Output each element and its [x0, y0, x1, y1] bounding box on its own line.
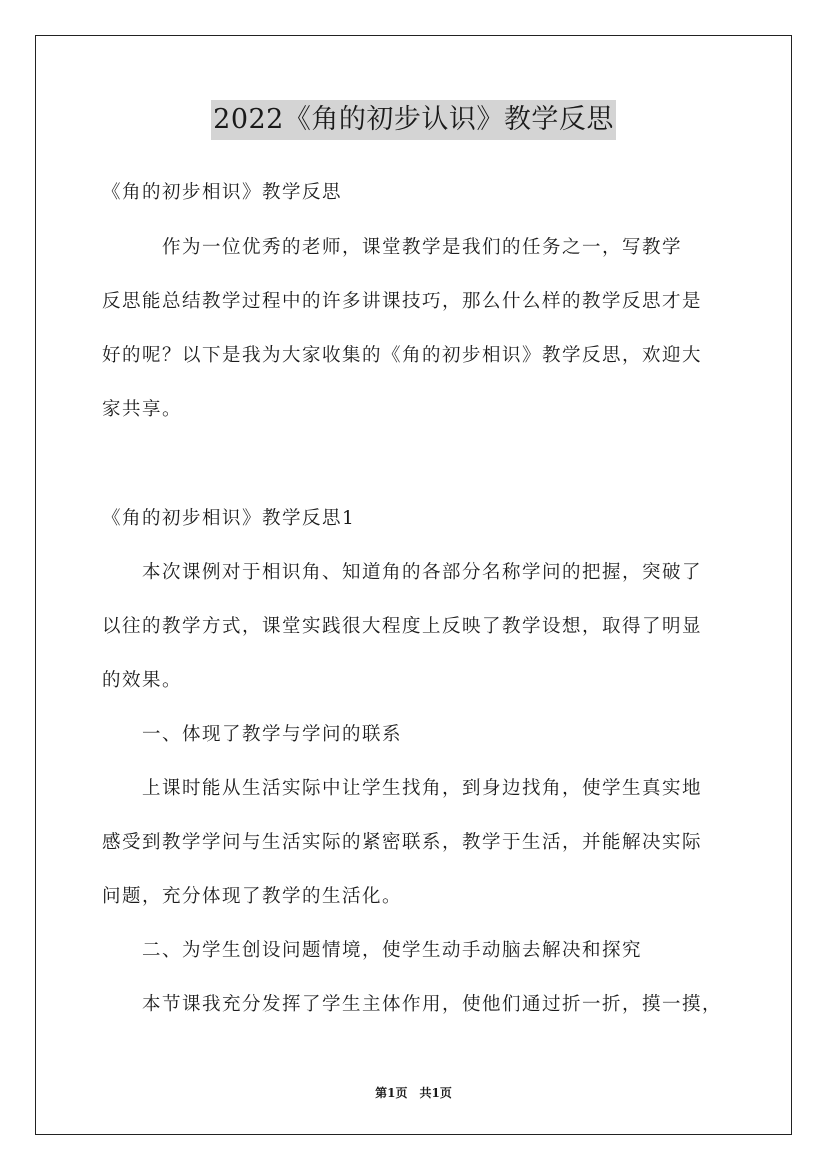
body-line: 的效果。	[102, 670, 183, 691]
body-line: 作为一位优秀的老师，课堂教学是我们的任务之一，写教学	[102, 237, 683, 258]
body-line: 感受到教学学问与生活实际的紧密联系，教学于生活，并能解决实际	[102, 832, 703, 853]
subheading-line: 一、体现了教学与学问的联系	[102, 724, 403, 745]
body-line: 家共享。	[102, 399, 183, 420]
subheading-line: 二、为学生创设问题情境，使学生动手动脑去解决和探究	[102, 940, 643, 961]
section-heading: 《角的初步相识》教学反思1	[102, 508, 356, 529]
body-line: 本次课例对于相识角、知道角的各部分名称学问的把握，突破了	[102, 562, 703, 583]
body-line: 反思能总结教学过程中的许多讲课技巧，那么什么样的教学反思才是	[102, 291, 703, 312]
body-line: 本节课我充分发挥了学生主体作用，使他们通过折一折，摸一摸，	[102, 994, 723, 1015]
title-container	[0, 100, 827, 140]
body-line: 问题，充分体现了教学的生活化。	[102, 886, 403, 907]
document-title: 2022《角的初步认识》教学反思	[211, 100, 616, 140]
page-number-footer: 第1页 共1页	[375, 1086, 452, 1100]
subtitle-line: 《角的初步相识》教学反思	[102, 182, 343, 203]
body-line: 以往的教学方式，课堂实践很大程度上反映了教学设想，取得了明显	[102, 616, 703, 637]
body-line: 好的呢？以下是我为大家收集的《角的初步相识》教学反思，欢迎大	[102, 345, 703, 366]
body-line: 上课时能从生活实际中让学生找角，到身边找角，使学生真实地	[102, 778, 703, 799]
